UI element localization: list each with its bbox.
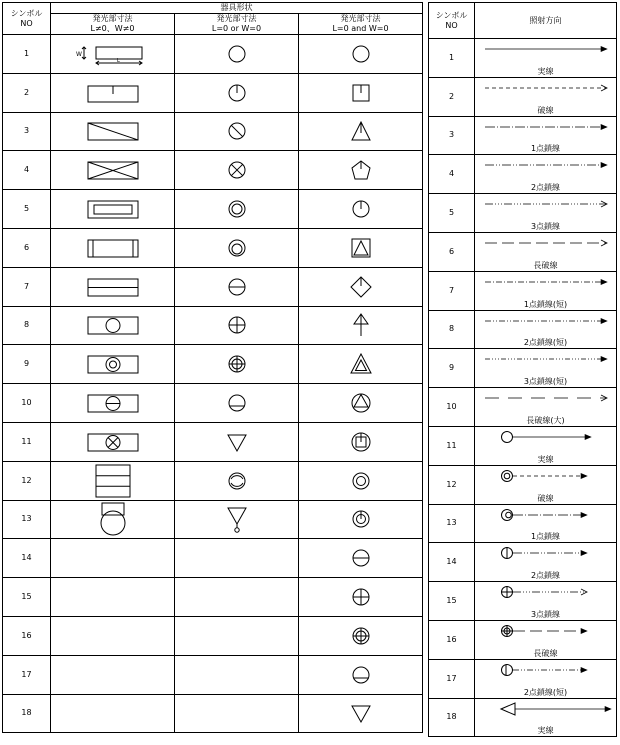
- symbol-no-cell: 5: [429, 194, 475, 233]
- symbol-no-cell: 7: [3, 267, 51, 306]
- symbol-no-cell: 15: [429, 582, 475, 621]
- line-type-label: 実線: [537, 66, 554, 76]
- table-row: [3, 616, 423, 655]
- table-row: [3, 151, 423, 190]
- table-row: [429, 388, 617, 427]
- table-row: [3, 461, 423, 500]
- direction-cell: [475, 155, 617, 194]
- symbol-l-or-w-cell: [175, 345, 299, 384]
- table-row: [429, 426, 617, 465]
- direction-cell: [475, 232, 617, 271]
- table-row: [429, 349, 617, 388]
- symbol-no-cell: 12: [3, 461, 51, 500]
- symbol-no-cell: 8: [429, 310, 475, 349]
- table-row: [3, 267, 423, 306]
- table-row: [429, 77, 617, 116]
- symbol-l-and-w-cell: [299, 306, 423, 345]
- table-row: [429, 620, 617, 659]
- symbol-no-header: シンボル NO: [3, 3, 51, 35]
- symbol-l-or-w-cell: [175, 578, 299, 617]
- symbol-l-and-w-cell: [299, 151, 423, 190]
- direction-cell: [475, 77, 617, 116]
- symbol-lw-cell: [51, 578, 175, 617]
- table-row: [3, 112, 423, 151]
- symbol-l-or-w-cell: [175, 384, 299, 423]
- table-row: [3, 539, 423, 578]
- symbol-no-cell: 10: [429, 388, 475, 427]
- symbol-l-and-w-cell: [299, 267, 423, 306]
- symbol-l-or-w-cell: [175, 112, 299, 151]
- symbol-lw-cell: [51, 190, 175, 229]
- line-type-label: 3点鎖線: [530, 221, 561, 231]
- line-type-label: 破線: [537, 105, 554, 115]
- symbol-l-or-w-cell: [175, 694, 299, 733]
- table-row: [429, 232, 617, 271]
- symbol-l-or-w-cell: [175, 616, 299, 655]
- symbol-no-cell: 10: [3, 384, 51, 423]
- line-type-label: 1点鎖線(短): [523, 299, 568, 309]
- table-row: [429, 194, 617, 233]
- symbol-no-cell: 16: [3, 616, 51, 655]
- symbol-l-and-w-cell: [299, 500, 423, 539]
- table-row: [429, 310, 617, 349]
- symbol-lw-cell: [51, 267, 175, 306]
- table-row: [3, 500, 423, 539]
- symbol-no-cell: 5: [3, 190, 51, 229]
- direction-cell: [475, 543, 617, 582]
- table-row: [429, 155, 617, 194]
- symbol-lw-cell: [51, 694, 175, 733]
- direction-cell: [475, 659, 617, 698]
- line-type-label: 2点鎖線(短): [523, 338, 568, 348]
- symbol-l-or-w-cell: [175, 190, 299, 229]
- direction-cell: [475, 620, 617, 659]
- direction-cell: [475, 388, 617, 427]
- direction-cell: [475, 271, 617, 310]
- symbol-lw-cell: [51, 655, 175, 694]
- symbol-no-cell: 4: [429, 155, 475, 194]
- symbol-l-or-w-cell: [175, 539, 299, 578]
- irradiation-direction-table: [428, 2, 617, 737]
- symbol-lw-cell: [51, 112, 175, 151]
- symbol-l-and-w-cell: [299, 384, 423, 423]
- symbol-lw-cell: [51, 422, 175, 461]
- line-type-label: 2点鎖線(短): [523, 687, 568, 697]
- direction-cell: [475, 504, 617, 543]
- symbol-l-and-w-cell: [299, 422, 423, 461]
- line-type-label: 1点鎖線: [530, 532, 561, 542]
- symbol-lw-cell: [51, 539, 175, 578]
- table-row: [429, 116, 617, 155]
- symbol-no-cell: 14: [429, 543, 475, 582]
- symbol-l-or-w-cell: [175, 422, 299, 461]
- direction-cell: [475, 582, 617, 621]
- col-header-l-and-w: 発光部寸法 L=0 and W=0: [299, 14, 423, 35]
- symbol-no-cell: 17: [429, 659, 475, 698]
- table-row: [3, 578, 423, 617]
- symbol-l-and-w-cell: [299, 694, 423, 733]
- line-type-label: 2点鎖線: [530, 183, 561, 193]
- symbol-no-cell: 7: [429, 271, 475, 310]
- symbol-l-and-w-cell: [299, 655, 423, 694]
- table-row: [3, 345, 423, 384]
- line-type-label: 3点鎖線: [530, 609, 561, 619]
- line-type-label: 実線: [537, 454, 554, 464]
- w-label: W: [75, 50, 82, 58]
- table-row: [3, 422, 423, 461]
- symbol-no-cell: 18: [429, 698, 475, 737]
- col-header-lw: 発光部寸法 L≠0、W≠0: [51, 14, 175, 35]
- symbol-l-or-w-cell: [175, 151, 299, 190]
- table-row: [3, 73, 423, 112]
- direction-cell: [475, 698, 617, 737]
- table-row: [3, 306, 423, 345]
- symbol-no-header-right: シンボル NO: [429, 3, 475, 39]
- symbol-l-or-w-cell: [175, 35, 299, 74]
- table-row: [429, 39, 617, 78]
- table-row: [3, 694, 423, 733]
- symbol-l-or-w-cell: [175, 228, 299, 267]
- symbol-lw-cell: [51, 616, 175, 655]
- symbol-lw-cell: [51, 151, 175, 190]
- symbol-no-cell: 14: [3, 539, 51, 578]
- symbol-no-cell: 6: [3, 228, 51, 267]
- line-type-label: 長破線(大): [526, 415, 565, 425]
- symbol-lw-cell: [51, 306, 175, 345]
- symbol-lw-cell: [51, 35, 175, 74]
- table-row: [3, 655, 423, 694]
- symbol-no-cell: 8: [3, 306, 51, 345]
- table-row: [429, 465, 617, 504]
- table-row: [429, 543, 617, 582]
- symbol-lw-cell: [51, 73, 175, 112]
- direction-cell: [475, 426, 617, 465]
- symbol-no-cell: 18: [3, 694, 51, 733]
- symbol-no-cell: 9: [429, 349, 475, 388]
- table-row: [429, 659, 617, 698]
- fixture-shape-header: 器具形状: [51, 3, 423, 14]
- symbol-no-cell: 4: [3, 151, 51, 190]
- symbol-no-cell: 2: [429, 77, 475, 116]
- line-type-label: 1点鎖線: [530, 144, 561, 154]
- symbol-l-or-w-cell: [175, 267, 299, 306]
- symbol-no-cell: 16: [429, 620, 475, 659]
- symbol-lw-cell: [51, 228, 175, 267]
- col-header-l-or-w: 発光部寸法 L=0 or W=0: [175, 14, 299, 35]
- direction-cell: [475, 310, 617, 349]
- line-type-label: 長破線: [533, 648, 558, 658]
- symbol-l-and-w-cell: [299, 345, 423, 384]
- symbol-no-cell: 13: [3, 500, 51, 539]
- symbol-l-and-w-cell: [299, 73, 423, 112]
- symbol-lw-cell: [51, 345, 175, 384]
- table-row: [429, 271, 617, 310]
- symbol-l-or-w-cell: [175, 306, 299, 345]
- luminaire-shape-table: [2, 2, 423, 733]
- line-type-label: 2点鎖線: [530, 571, 561, 581]
- direction-cell: [475, 194, 617, 233]
- direction-cell: [475, 465, 617, 504]
- symbol-no-cell: 15: [3, 578, 51, 617]
- symbol-no-cell: 6: [429, 232, 475, 271]
- symbol-no-cell: 1: [429, 39, 475, 78]
- symbol-l-and-w-cell: [299, 461, 423, 500]
- symbol-no-cell: 13: [429, 504, 475, 543]
- line-type-label: 実線: [537, 726, 554, 736]
- symbol-l-or-w-cell: [175, 73, 299, 112]
- symbol-no-cell: 11: [3, 422, 51, 461]
- symbol-l-and-w-cell: [299, 578, 423, 617]
- symbol-l-and-w-cell: [299, 35, 423, 74]
- direction-cell: [475, 116, 617, 155]
- symbol-no-cell: 3: [3, 112, 51, 151]
- table-row: [429, 582, 617, 621]
- symbol-l-or-w-cell: [175, 500, 299, 539]
- symbol-no-cell: 17: [3, 655, 51, 694]
- table-row: [3, 35, 423, 74]
- symbol-lw-cell: [51, 461, 175, 500]
- table-row: [3, 228, 423, 267]
- symbol-l-and-w-cell: [299, 616, 423, 655]
- direction-cell: [475, 349, 617, 388]
- symbol-lw-cell: [51, 500, 175, 539]
- table-row: [3, 384, 423, 423]
- symbol-no-cell: 2: [3, 73, 51, 112]
- table-row: [429, 504, 617, 543]
- symbol-l-and-w-cell: [299, 539, 423, 578]
- symbol-no-cell: 11: [429, 426, 475, 465]
- symbol-l-and-w-cell: [299, 190, 423, 229]
- line-type-label: 長破線: [533, 260, 558, 270]
- symbol-l-and-w-cell: [299, 112, 423, 151]
- direction-header: 照射方向: [475, 3, 617, 39]
- line-type-label: 3点鎖線(短): [523, 377, 568, 387]
- symbol-no-cell: 9: [3, 345, 51, 384]
- symbol-lw-cell: [51, 384, 175, 423]
- symbol-l-or-w-cell: [175, 655, 299, 694]
- symbol-no-cell: 3: [429, 116, 475, 155]
- symbol-l-or-w-cell: [175, 461, 299, 500]
- symbol-no-cell: 1: [3, 35, 51, 74]
- svg-text:L: L: [116, 57, 120, 64]
- symbol-l-and-w-cell: [299, 228, 423, 267]
- table-row: [3, 190, 423, 229]
- symbol-no-cell: 12: [429, 465, 475, 504]
- table-row: [429, 698, 617, 737]
- direction-cell: [475, 39, 617, 78]
- line-type-label: 破線: [537, 493, 554, 503]
